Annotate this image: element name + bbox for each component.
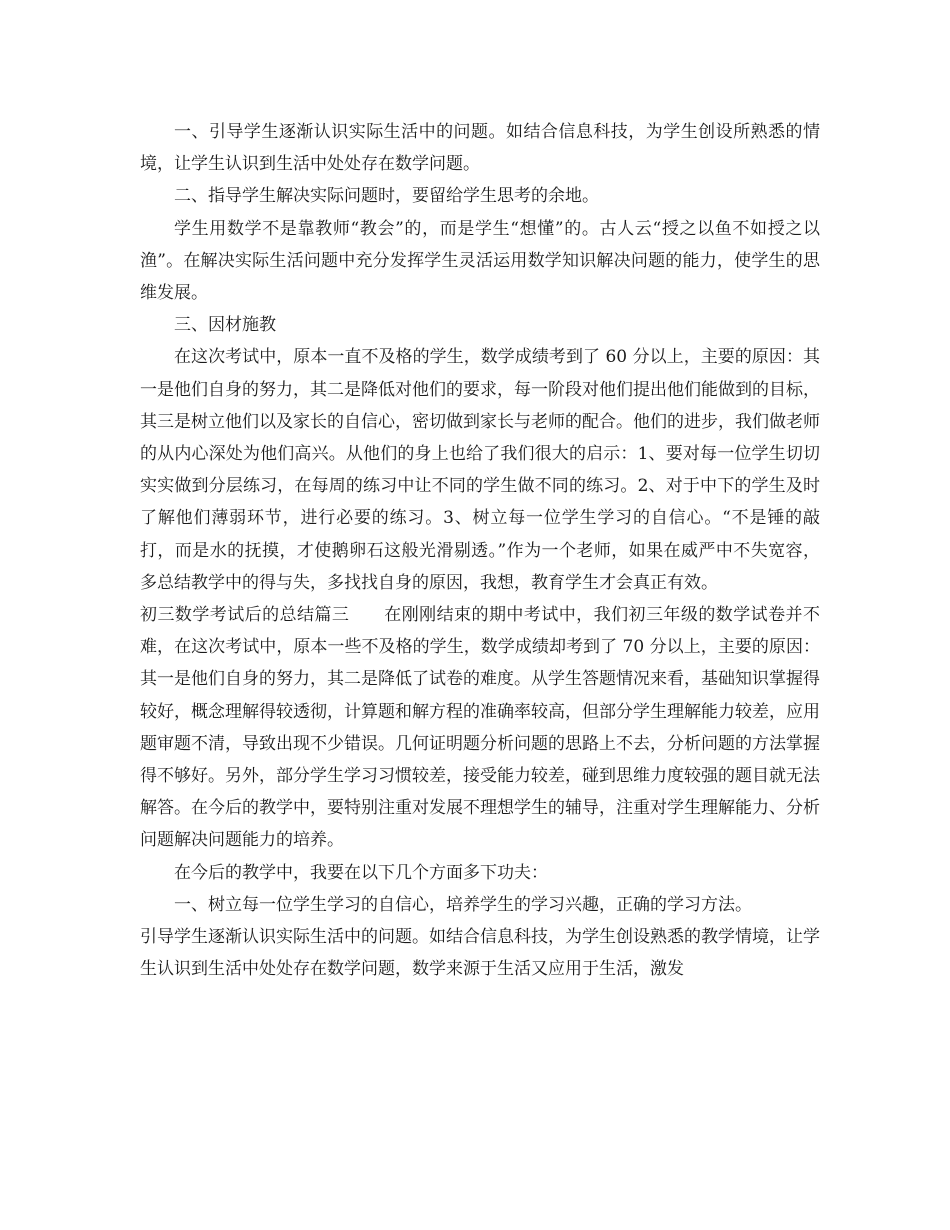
paragraph-3: 学生用数学不是靠教师“教会”的，而是学生“想懂”的。古人云“授之以鱼不如授之以渔”。在解决实际生活问题中充分发挥学生灵活运用数学知识解决问题的能力，使学生的思维发展。 — [140, 218, 820, 304]
paragraph-7: 一、树立每一位学生学习的自信心，培养学生的学习兴趣，正确的学习方法。 — [174, 894, 752, 915]
document-body — [140, 116, 820, 985]
paragraph-1: 一、引导学生逐渐认识实际生活中的问题。如结合信息科技，为学生创设所熟悉的情境，让学生认识到生活中处处存在数学问题。 — [140, 122, 820, 175]
paragraph-6: 在今后的教学中，我要在以下几个方面多下功夫： — [174, 862, 548, 883]
paragraph-4: 在这次考试中，原本一直不及格的学生，数学成绩考到了 60 分以上，主要的原因：其一是他们自身的努力，其二是降低对他们的要求，每一阶段对他们提出他们能做到的目标，其三是树立他们以及家长的自信心，密切做到家长与老师的配合。他们的进步，我们做老师的从内心深处为他们高兴。从他们的身上也给了我们很大的启示：1、要对每一位学生切切实实做到分层练习，在每周的练习中让不同的学生做不同的练习。2、对于中下的学生及时了解他们薄弱环节，进行必要的练习。3、树立每一位学生学习的自信心。“不是锤的敲打，而是水的抚摸，才使鹅卵石这般光滑剔透。”作为一个老师，如果在威严中不失宽容，多总结教学中的得与失，多找找自身的原因，我想，教育学生才会真正有效。 — [140, 347, 820, 593]
paragraph-5: 初三数学考试后的总结篇三 在刚刚结束的期中考试中，我们初三年级的数学试卷并不难，在这次考试中，原本一些不及格的学生，数学成绩却考到了 70 分以上，主要的原因：其一是他们自身的努力，其二是降低了试卷的难度。从学生答题情况来看，基础知识掌握得较好，概念理解得较透彻，计算题和解方程的准确率较高，但部分学生理解能力较差，应用题审题不清，导致出现不少错误。几何证明题分析问题的思路上不去，分析问题的方法掌握得不够好。另外，部分学生学习习惯较差，接受能力较差，碰到思维力度较强的题目就无法解答。在今后的教学中，要特别注重对发展不理想学生的辅导，注重对学生理解能力、分析问题解决问题能力的培养。 — [140, 605, 820, 851]
paragraph-2: 二、指导学生解决实际问题时，要留给学生思考的余地。 — [174, 186, 599, 207]
section-heading-3: 三、因材施教 — [174, 315, 276, 336]
paragraph-8: 引导学生逐渐认识实际生活中的问题。如结合信息科技，为学生创设熟悉的教学情境，让学生认识到生活中处处存在数学问题，数学来源于生活又应用于生活，激发 — [140, 927, 820, 980]
